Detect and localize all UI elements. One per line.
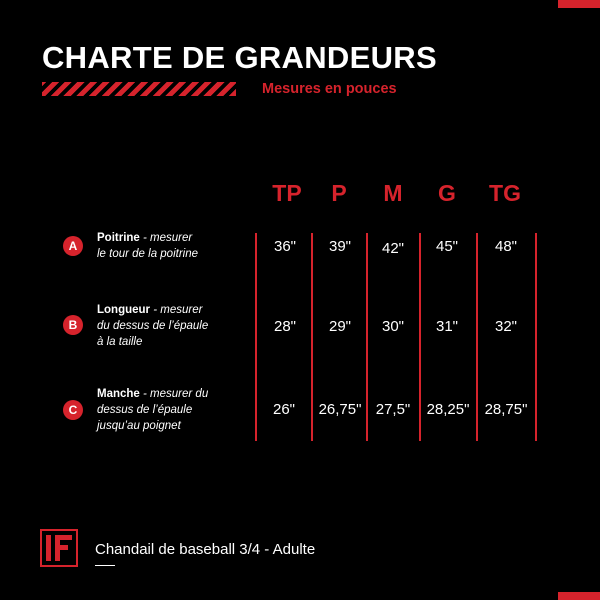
size-header-g: G [438,180,456,206]
size-value: 36" [273,238,296,255]
measure-instruction: - mesurer [139,232,193,244]
corner-accent-bottom [558,592,600,600]
measure-instruction: à la taille [97,336,143,348]
row-badge-c: C [63,400,83,420]
measure-label: Poitrine [97,232,140,244]
size-value: 42" [381,240,404,257]
footer-underline [95,565,115,566]
size-header-p: P [331,180,347,206]
size-value: 28" [273,318,296,335]
measure-instruction: - mesurer [150,304,203,316]
measure-instruction: - mesurer du [139,388,209,400]
size-value: 48" [494,238,517,255]
size-value: 32" [494,318,517,335]
product-name: Chandail de baseball 3/4 - Adulte [95,541,316,558]
measure-label: Manche [97,388,140,400]
size-header-m: M [383,180,403,206]
size-header-tp: TP [272,180,302,206]
size-header-tg: TG [489,180,521,206]
size-value: 27,5" [375,401,411,418]
size-value: 29" [328,318,351,335]
row-badge-b: B [63,315,83,335]
page-subtitle: Mesures en pouces [262,81,397,97]
row-description-c [97,386,208,434]
measure-instruction: le tour de la poitrine [97,248,199,260]
page-title: CHARTE DE GRANDEURS [42,40,437,75]
size-value: 26" [272,401,295,418]
size-value: 28,75" [484,401,528,418]
size-value: 39" [328,238,351,255]
row-description-a [97,230,198,262]
size-value: 30" [381,318,404,335]
size-value: 31" [435,318,458,335]
measure-instruction: du dessus de l’épaule [97,320,209,332]
corner-accent-top [558,0,600,8]
stripe-decoration [42,82,236,96]
row-badge-a: A [63,236,83,256]
size-value: 26,75" [318,401,362,418]
measure-instruction: dessus de l’épaule [97,404,193,416]
size-value: 45" [435,238,458,255]
measure-instruction: jusqu’au poignet [97,420,181,432]
row-description-b [97,302,208,350]
measure-label: Longueur [97,304,151,316]
if-logo-icon [40,529,78,567]
size-value: 28,25" [426,401,470,418]
